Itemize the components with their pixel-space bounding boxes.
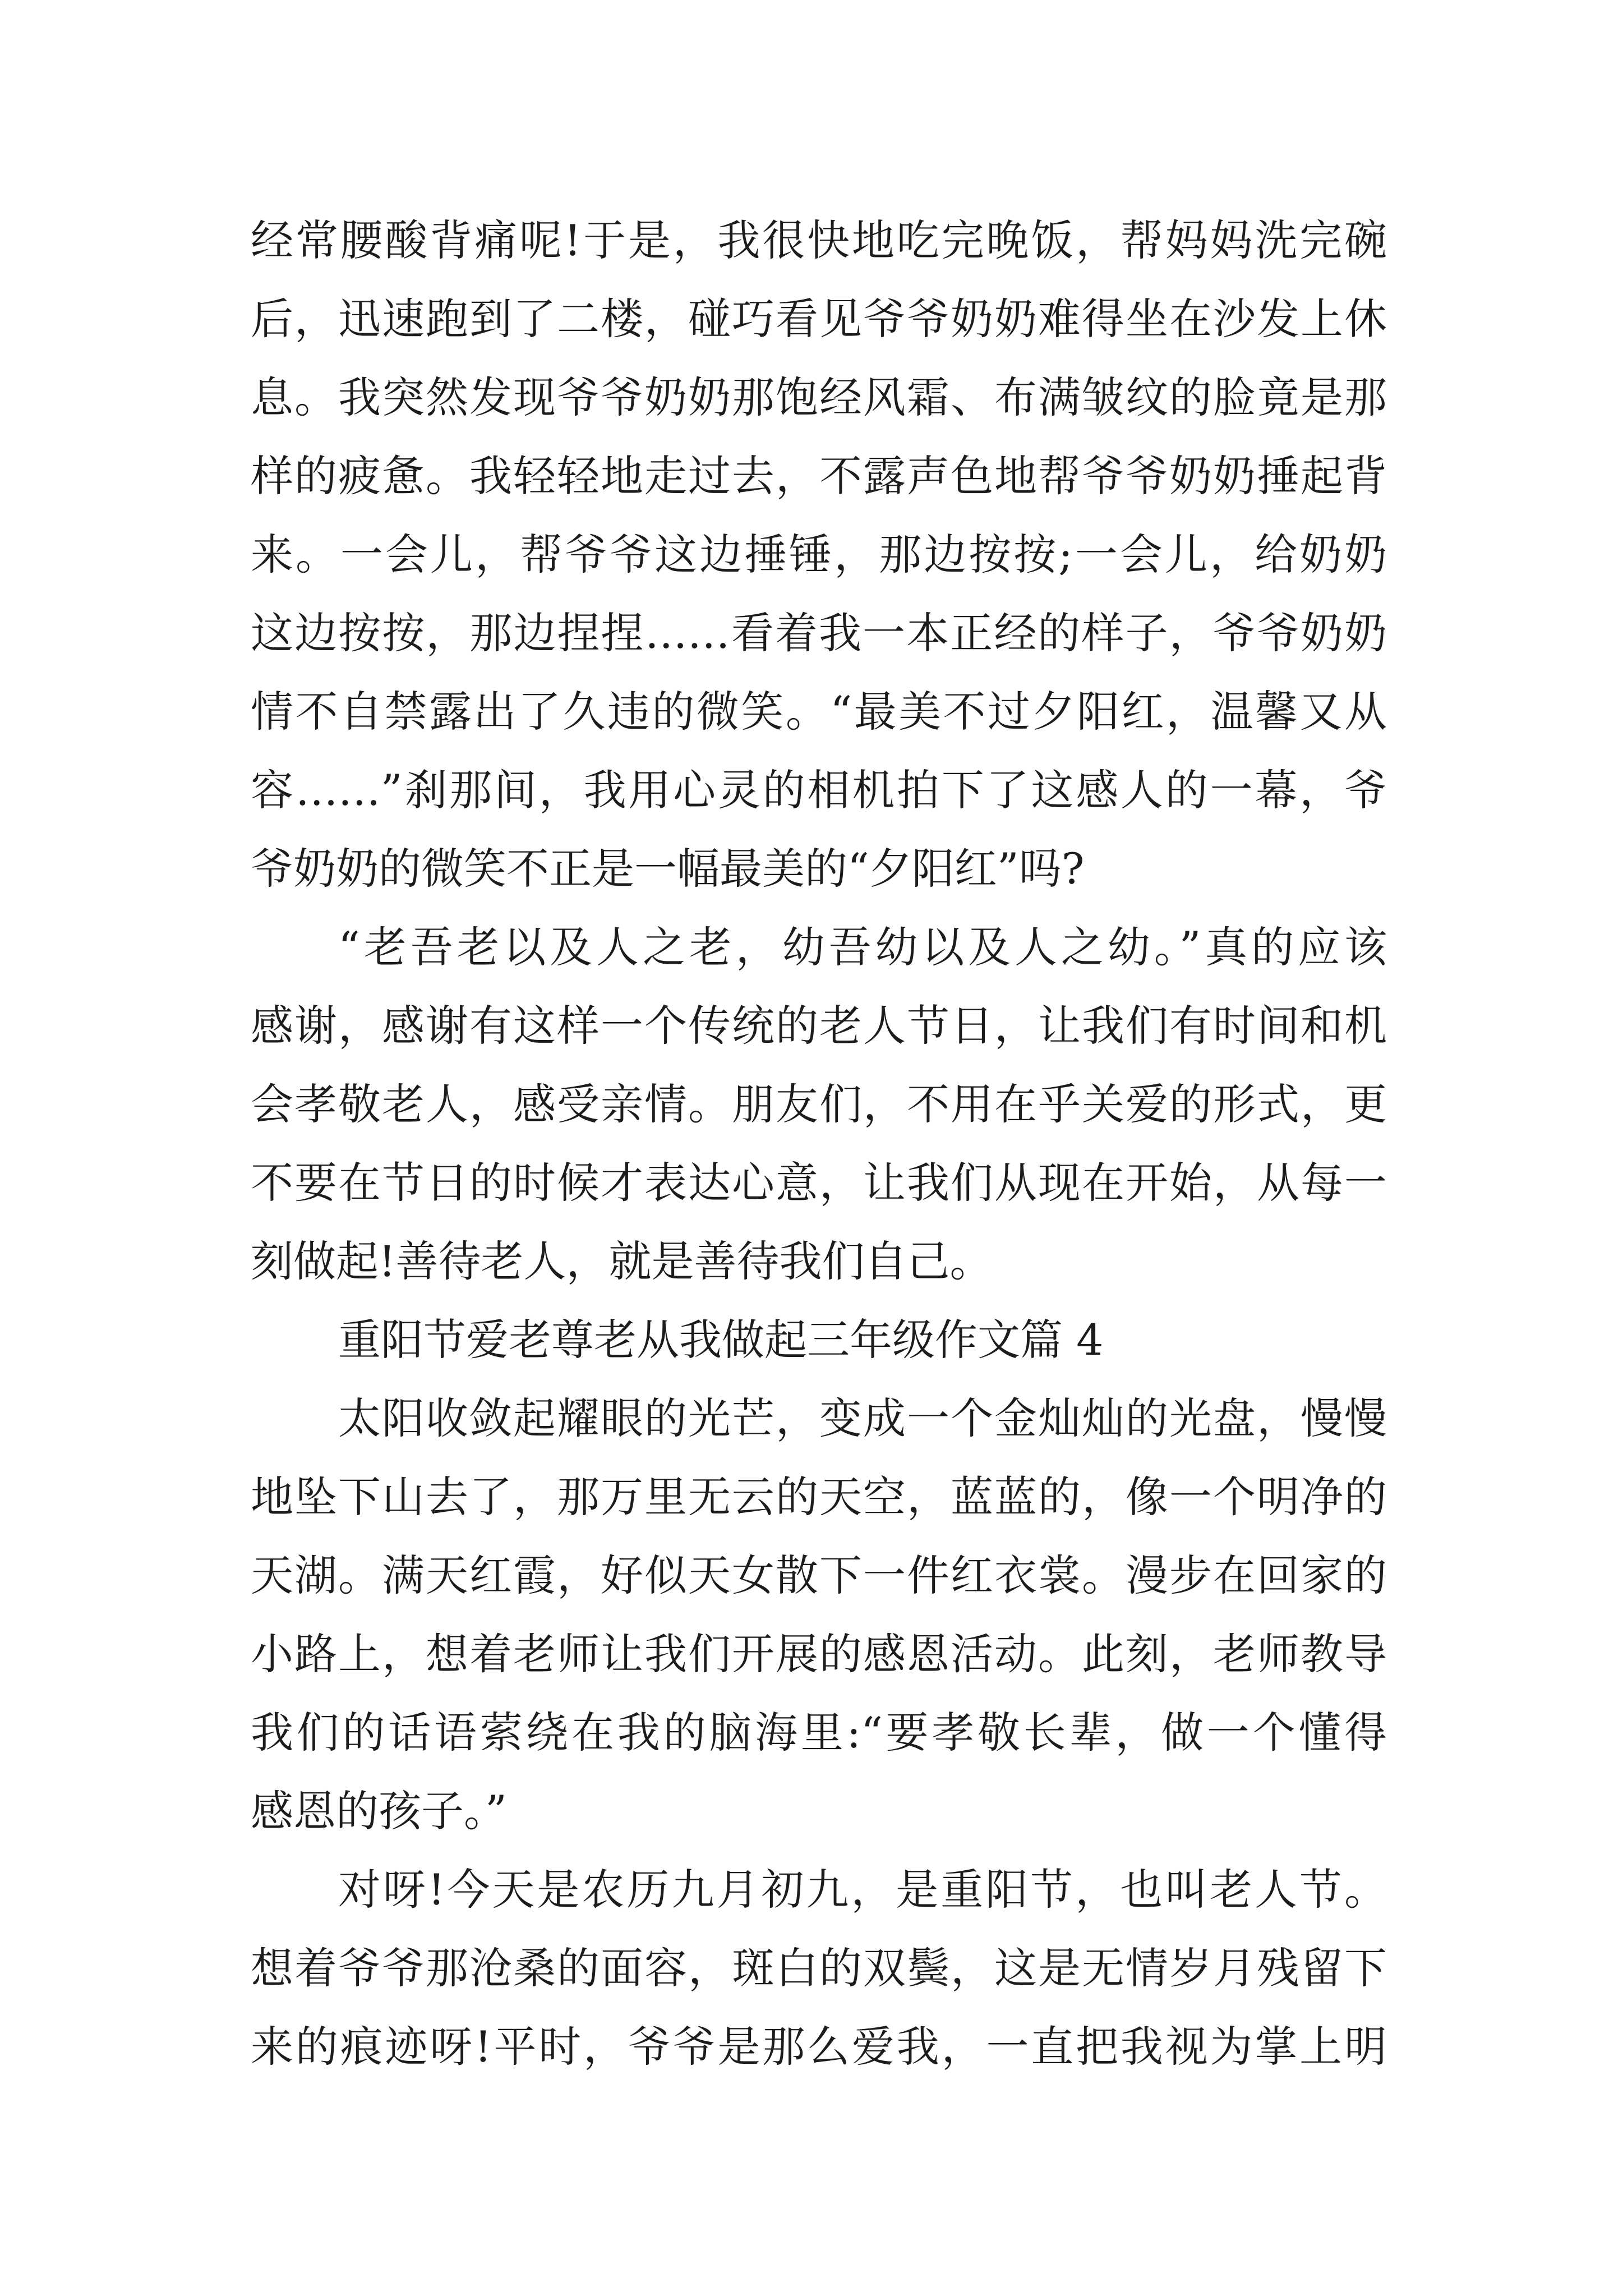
text-line: 地坠下山去了，那万里无云的天空，蓝蓝的，像一个明净的 [251, 1472, 1387, 1522]
text-line: 感谢，感谢有这样一个传统的老人节日，让我们有时间和机 [251, 1001, 1387, 1051]
text-line: 小路上，想着老师让我们开展的感恩活动。此刻，老师教导 [251, 1629, 1387, 1679]
text-line: 来的痕迹呀!平时，爷爷是那么爱我，一直把我视为掌上明 [251, 2022, 1387, 2072]
paragraph [251, 908, 1387, 1301]
text-line: 来。一会儿，帮爷爷这边捶锤，那边按按;一会儿，给奶奶 [251, 530, 1387, 579]
paragraph [251, 1851, 1387, 2086]
document-body [251, 201, 1387, 2086]
text-line: 容……”刹那间，我用心灵的相机拍下了这感人的一幕，爷 [251, 765, 1387, 815]
paragraph [251, 1379, 1387, 1851]
text-line: 感恩的孩子。” [251, 1786, 507, 1836]
text-line: 太阳收敛起耀眼的光芒，变成一个金灿灿的光盘，慢慢 [338, 1393, 1387, 1443]
text-line: “老吾老以及人之老，幼吾幼以及人之幼。”真的应该 [338, 922, 1387, 972]
text-line: 经常腰酸背痛呢!于是，我很快地吃完晚饭，帮妈妈洗完碗 [251, 215, 1387, 265]
text-line: 我们的话语萦绕在我的脑海里:“要孝敬长辈，做一个懂得 [251, 1708, 1387, 1757]
text-line: 对呀!今天是农历九月初九，是重阳节，也叫老人节。 [338, 1865, 1387, 1915]
text-line: 不要在节日的时候才表达心意，让我们从现在开始，从每一 [251, 1158, 1387, 1208]
text-line: 情不自禁露出了久违的微笑。“最美不过夕阳红，温馨又从 [251, 687, 1387, 737]
section-heading: 重阳节爱老尊老从我做起三年级作文篇 4 [338, 1315, 1104, 1365]
text-line: 刻做起!善待老人，就是善待我们自己。 [251, 1236, 993, 1286]
text-line: 想着爷爷那沧桑的面容，斑白的双鬓，这是无情岁月残留下 [251, 1943, 1387, 1993]
text-line: 样的疲惫。我轻轻地走过去，不露声色地帮爷爷奶奶捶起背 [251, 451, 1387, 501]
text-line: 息。我突然发现爷爷奶奶那饱经风霜、布满皱纹的脸竟是那 [251, 372, 1387, 422]
text-line: 会孝敬老人，感受亲情。朋友们，不用在乎关爱的形式，更 [251, 1079, 1387, 1129]
text-line: 这边按按，那边捏捏……看着我一本正经的样子，爷爷奶奶 [251, 608, 1387, 658]
text-line: 后，迅速跑到了二楼，碰巧看见爷爷奶奶难得坐在沙发上休 [251, 294, 1387, 344]
text-line: 爷奶奶的微笑不正是一幅最美的“夕阳红”吗? [251, 844, 1085, 894]
paragraph [251, 201, 1387, 908]
text-line: 天湖。满天红霞，好似天女散下一件红衣裳。漫步在回家的 [251, 1550, 1387, 1600]
